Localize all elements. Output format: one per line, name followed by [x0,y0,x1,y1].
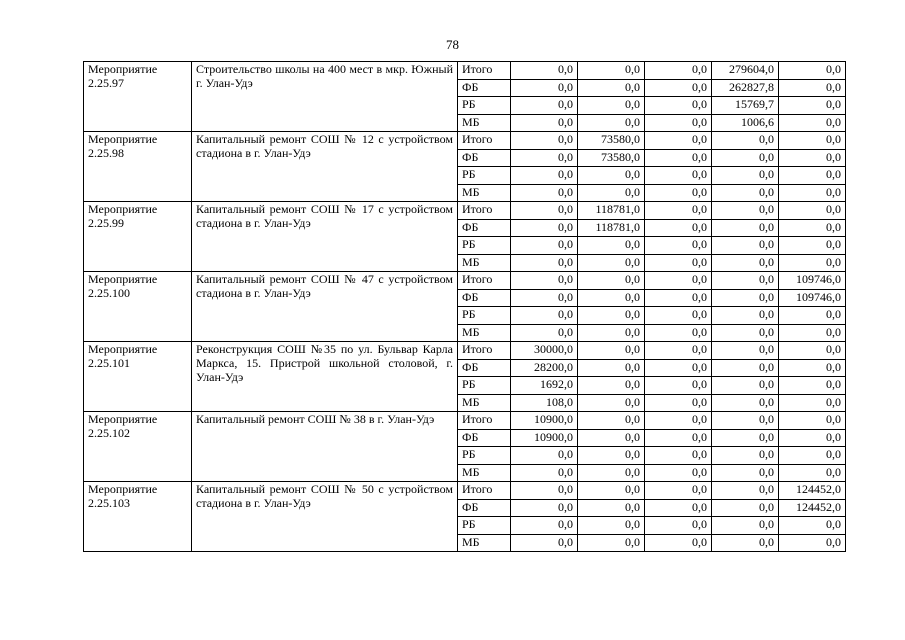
funding-source-cell: МБ [458,184,511,202]
amount-cell: 0,0 [645,482,712,500]
funding-source-cell: МБ [458,114,511,132]
funding-source-cell: ФБ [458,79,511,97]
amount-cell: 0,0 [712,237,779,255]
amount-cell: 0,0 [712,272,779,290]
funding-source-cell: ФБ [458,429,511,447]
amount-cell: 0,0 [511,167,578,185]
amount-cell: 0,0 [645,202,712,220]
amount-cell: 0,0 [645,377,712,395]
amount-cell: 0,0 [712,184,779,202]
amount-cell: 0,0 [511,289,578,307]
funding-source-cell: Итого [458,342,511,360]
table-row [84,482,846,500]
amount-cell: 0,0 [779,429,846,447]
amount-cell: 0,0 [712,499,779,517]
amount-cell: 0,0 [712,342,779,360]
amount-cell: 0,0 [779,62,846,80]
amount-cell: 109746,0 [779,289,846,307]
amount-cell: 0,0 [511,534,578,552]
amount-cell: 0,0 [578,184,645,202]
amount-cell: 0,0 [779,534,846,552]
amount-cell: 0,0 [779,149,846,167]
amount-cell: 0,0 [578,342,645,360]
amount-cell: 0,0 [511,202,578,220]
amount-cell: 0,0 [511,517,578,535]
amount-cell: 15769,7 [712,97,779,115]
amount-cell: 0,0 [645,97,712,115]
amount-cell: 0,0 [712,324,779,342]
amount-cell: 0,0 [712,132,779,150]
amount-cell: 0,0 [578,114,645,132]
funding-source-cell: РБ [458,447,511,465]
amount-cell: 0,0 [779,342,846,360]
amount-cell: 0,0 [779,394,846,412]
amount-cell: 0,0 [645,394,712,412]
amount-cell: 0,0 [511,464,578,482]
funding-source-cell: МБ [458,394,511,412]
funding-source-cell: ФБ [458,499,511,517]
amount-cell: 0,0 [511,62,578,80]
amount-cell: 0,0 [511,272,578,290]
amount-cell: 0,0 [712,447,779,465]
funding-source-cell: Итого [458,62,511,80]
funding-source-cell: ФБ [458,359,511,377]
amount-cell: 0,0 [712,534,779,552]
funding-source-cell: МБ [458,534,511,552]
amount-cell: 0,0 [645,324,712,342]
amount-cell: 0,0 [578,79,645,97]
amount-cell: 0,0 [645,359,712,377]
amount-cell: 0,0 [779,114,846,132]
amount-cell: 0,0 [511,149,578,167]
amount-cell: 0,0 [511,307,578,325]
amount-cell: 0,0 [779,237,846,255]
amount-cell: 0,0 [511,114,578,132]
amount-cell: 0,0 [645,132,712,150]
amount-cell: 118781,0 [578,219,645,237]
measure-description-cell: Капитальный ремонт СОШ № 38 в г. Улан-Удэ [192,412,458,482]
amount-cell: 279604,0 [712,62,779,80]
funding-source-cell: РБ [458,97,511,115]
measure-id-cell: Мероприятие 2.25.102 [84,412,192,482]
amount-cell: 0,0 [712,429,779,447]
amount-cell: 0,0 [712,289,779,307]
amount-cell: 0,0 [779,307,846,325]
amount-cell: 0,0 [712,517,779,535]
amount-cell: 0,0 [712,149,779,167]
amount-cell: 0,0 [712,377,779,395]
amount-cell: 0,0 [645,272,712,290]
amount-cell: 0,0 [511,482,578,500]
amount-cell: 0,0 [645,412,712,430]
amount-cell: 0,0 [779,447,846,465]
budget-table-body [84,62,846,552]
amount-cell: 0,0 [578,167,645,185]
amount-cell: 262827,8 [712,79,779,97]
amount-cell: 0,0 [712,219,779,237]
funding-source-cell: Итого [458,202,511,220]
amount-cell: 0,0 [511,79,578,97]
amount-cell: 0,0 [578,517,645,535]
measure-description-cell: Капитальный ремонт СОШ № 17 с устройством стадиона в г. Улан-Удэ [192,202,458,272]
funding-source-cell: ФБ [458,289,511,307]
amount-cell: 0,0 [712,464,779,482]
amount-cell: 0,0 [511,97,578,115]
amount-cell: 0,0 [645,114,712,132]
amount-cell: 28200,0 [511,359,578,377]
amount-cell: 0,0 [779,79,846,97]
amount-cell: 0,0 [779,359,846,377]
amount-cell: 0,0 [578,324,645,342]
funding-source-cell: Итого [458,132,511,150]
amount-cell: 0,0 [578,307,645,325]
table-row [84,202,846,220]
amount-cell: 0,0 [578,272,645,290]
amount-cell: 0,0 [645,447,712,465]
amount-cell: 0,0 [578,482,645,500]
measure-id-cell: Мероприятие 2.25.103 [84,482,192,552]
amount-cell: 73580,0 [578,132,645,150]
amount-cell: 0,0 [645,517,712,535]
funding-source-cell: МБ [458,324,511,342]
amount-cell: 0,0 [645,149,712,167]
amount-cell: 0,0 [779,219,846,237]
funding-source-cell: МБ [458,464,511,482]
table-row [84,342,846,360]
measure-id-cell: Мероприятие 2.25.101 [84,342,192,412]
amount-cell: 0,0 [712,307,779,325]
amount-cell: 0,0 [578,464,645,482]
funding-source-cell: Итого [458,412,511,430]
funding-source-cell: РБ [458,167,511,185]
budget-table [83,61,846,552]
funding-source-cell: РБ [458,517,511,535]
amount-cell: 0,0 [645,342,712,360]
funding-source-cell: Итого [458,482,511,500]
amount-cell: 118781,0 [578,202,645,220]
amount-cell: 0,0 [578,237,645,255]
amount-cell: 0,0 [511,324,578,342]
amount-cell: 0,0 [511,499,578,517]
amount-cell: 30000,0 [511,342,578,360]
amount-cell: 0,0 [645,307,712,325]
amount-cell: 0,0 [578,377,645,395]
amount-cell: 0,0 [645,429,712,447]
amount-cell: 0,0 [779,184,846,202]
amount-cell: 0,0 [779,517,846,535]
funding-source-cell: МБ [458,254,511,272]
amount-cell: 0,0 [645,237,712,255]
amount-cell: 10900,0 [511,429,578,447]
funding-source-cell: РБ [458,237,511,255]
amount-cell: 0,0 [712,412,779,430]
amount-cell: 124452,0 [779,482,846,500]
amount-cell: 0,0 [511,184,578,202]
table-row [84,132,846,150]
measure-description-cell: Капитальный ремонт СОШ № 12 с устройством стадиона в г. Улан-Удэ [192,132,458,202]
amount-cell: 73580,0 [578,149,645,167]
measure-description-cell: Реконструкция СОШ №35 по ул. Бульвар Карла Маркса, 15. Пристрой школьной столовой, г. Улан-Удэ [192,342,458,412]
funding-source-cell: ФБ [458,219,511,237]
amount-cell: 0,0 [779,464,846,482]
measure-id-cell: Мероприятие 2.25.100 [84,272,192,342]
amount-cell: 0,0 [578,289,645,307]
amount-cell: 0,0 [712,394,779,412]
measure-description-cell: Капитальный ремонт СОШ № 47 с устройством стадиона в г. Улан-Удэ [192,272,458,342]
amount-cell: 124452,0 [779,499,846,517]
measure-description-cell: Капитальный ремонт СОШ № 50 с устройством стадиона в г. Улан-Удэ [192,482,458,552]
amount-cell: 0,0 [511,219,578,237]
page-number: 78 [446,37,459,52]
amount-cell: 0,0 [511,132,578,150]
amount-cell: 0,0 [712,359,779,377]
amount-cell: 1692,0 [511,377,578,395]
measure-id-cell: Мероприятие 2.25.97 [84,62,192,132]
amount-cell: 0,0 [712,167,779,185]
funding-source-cell: Итого [458,272,511,290]
amount-cell: 0,0 [645,219,712,237]
amount-cell: 0,0 [578,394,645,412]
amount-cell: 0,0 [645,167,712,185]
amount-cell: 1006,6 [712,114,779,132]
amount-cell: 0,0 [712,202,779,220]
amount-cell: 0,0 [779,412,846,430]
amount-cell: 0,0 [578,359,645,377]
table-row [84,272,846,290]
measure-description-cell: Строительство школы на 400 мест в мкр. Южный г. Улан-Удэ [192,62,458,132]
amount-cell: 0,0 [645,62,712,80]
funding-source-cell: РБ [458,377,511,395]
amount-cell: 0,0 [779,324,846,342]
measure-id-cell: Мероприятие 2.25.99 [84,202,192,272]
amount-cell: 0,0 [712,482,779,500]
amount-cell: 109746,0 [779,272,846,290]
amount-cell: 0,0 [645,464,712,482]
amount-cell: 0,0 [779,254,846,272]
funding-source-cell: РБ [458,307,511,325]
amount-cell: 0,0 [645,254,712,272]
amount-cell: 0,0 [645,79,712,97]
measure-id-cell: Мероприятие 2.25.98 [84,132,192,202]
amount-cell: 0,0 [511,237,578,255]
amount-cell: 0,0 [511,254,578,272]
amount-cell: 0,0 [511,447,578,465]
amount-cell: 0,0 [578,429,645,447]
amount-cell: 0,0 [578,447,645,465]
amount-cell: 0,0 [578,499,645,517]
amount-cell: 0,0 [712,254,779,272]
amount-cell: 108,0 [511,394,578,412]
amount-cell: 0,0 [645,534,712,552]
amount-cell: 0,0 [779,132,846,150]
amount-cell: 0,0 [779,377,846,395]
amount-cell: 10900,0 [511,412,578,430]
table-row [84,412,846,430]
amount-cell: 0,0 [578,62,645,80]
amount-cell: 0,0 [578,97,645,115]
amount-cell: 0,0 [779,202,846,220]
amount-cell: 0,0 [645,289,712,307]
amount-cell: 0,0 [779,97,846,115]
amount-cell: 0,0 [645,499,712,517]
amount-cell: 0,0 [779,167,846,185]
amount-cell: 0,0 [578,412,645,430]
table-row [84,62,846,80]
amount-cell: 0,0 [578,254,645,272]
amount-cell: 0,0 [645,184,712,202]
amount-cell: 0,0 [578,534,645,552]
funding-source-cell: ФБ [458,149,511,167]
